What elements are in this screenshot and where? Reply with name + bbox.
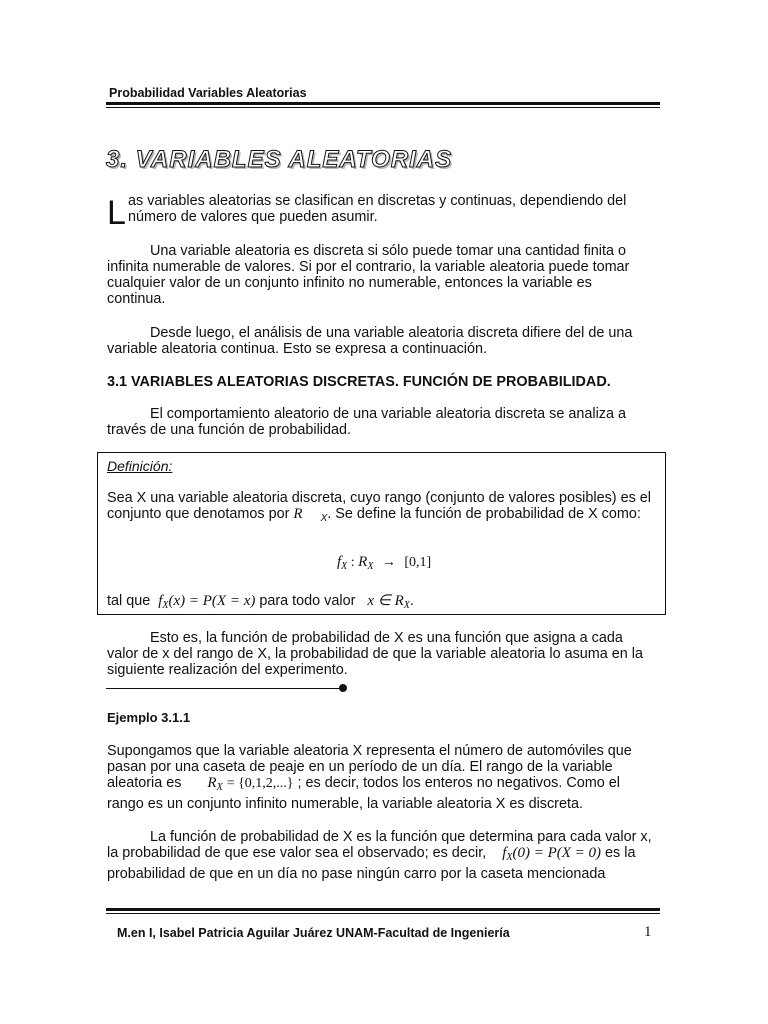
definition-formula: $f_X$ : $R_X \to [0,1]$: [337, 554, 432, 572]
section-heading: 3.1 VARIABLES ALEATORIAS DISCRETAS. FUNCIÓN DE PROBABILIDAD.: [107, 374, 611, 390]
header-rule-thin: [106, 107, 660, 108]
arrow-icon: →: [381, 555, 396, 570]
footer-rule-thick: [106, 908, 660, 911]
page-number: 1: [644, 924, 652, 940]
chapter-title: 3. VARIABLES ALEATORIAS: [106, 146, 453, 173]
footer-author: M.en I, Isabel Patricia Aguilar Juárez UNAM-Facultad de Ingeniería: [117, 926, 510, 940]
example-paragraph-2: La función de probabilidad de X es la función que determina para cada valor x, la probabilidad de que ese valor sea el observado; es decir, $f_X(0) = P(X = 0)$ es la probabilidad de que en un día no pase ningún carro por la caseta mencionada: [107, 829, 652, 882]
example-paragraph-1: Supongamos que la variable aleatoria X representa el número de automóviles que pasan por una caseta de peaje en un período de un día. El rango de la variable aleatoria es $R_X = \{0,1,2,...\}$ ; es decir, todos los enteros no negativos. Como el rango es un conjunto infinito numerable, la variable aleatoria X es discreta.: [107, 743, 632, 812]
running-header: Probabilidad Variables Aleatorias: [109, 86, 307, 100]
definition-label: Definición:: [107, 458, 173, 474]
definition-text-start: Sea X una variable aleatoria discreta, cuyo rango (conjunto de valores posibles) es el conjunto que denotamos por: [107, 490, 651, 522]
definition-text-end: . Se define la función de probabilidad de X como:: [327, 506, 641, 522]
paragraph-behavior: El comportamiento aleatorio de una variable aleatoria discreta se analiza a través de una función de probabilidad.: [107, 406, 626, 438]
section-end-dot: [339, 684, 347, 692]
example-title: Ejemplo 3.1.1: [107, 710, 191, 725]
paragraph-explanation: Esto es, la función de probabilidad de X es una función que asigna a cada valor de x del rango de X, la probabilidad de que la variable aleatoria lo asuma en la siguiente realización del experimento.: [107, 630, 644, 678]
paragraph-analysis: Desde luego, el análisis de una variable aleatoria discreta difiere del de una variable aleatoria continua. Esto se expresa a continuación.: [107, 325, 633, 357]
paragraph-discrete-continuous: Una variable aleatoria es discreta si sólo puede tomar una cantidad finita o infinita numerable de valores. Si por el contrario, la variable aleatoria puede tomar cualquier valor de un conjunto infinito no numerable, entonces la variable es continua.: [107, 243, 630, 307]
range-subscript: X: [320, 513, 328, 524]
section-end-line: [106, 688, 342, 689]
header-rule-thick: [106, 102, 660, 105]
range-symbol: R: [293, 506, 303, 522]
drop-cap: L: [107, 194, 126, 232]
definition-text: [107, 490, 655, 527]
definition-condition: tal que $f_X(x) = P(X = x)$ para todo valor x ∈ $R_X$.: [107, 593, 414, 611]
intro-paragraph: as variables aleatorias se clasifican en discretas y continuas, dependiendo del número de valores que pueden asumir.: [128, 193, 627, 225]
footer-rule-thin: [106, 913, 660, 914]
